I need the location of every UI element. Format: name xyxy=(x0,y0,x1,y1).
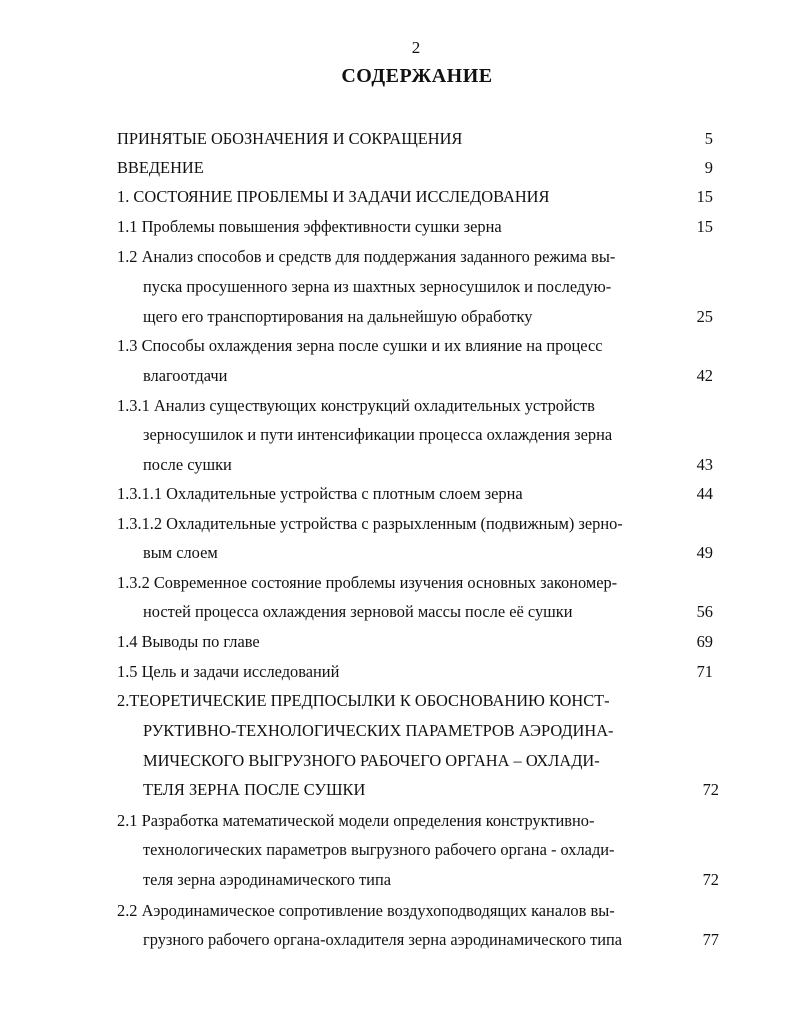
page-title: СОДЕРЖАНИЕ xyxy=(341,65,493,87)
toc-entry-line: вым слоем xyxy=(143,543,218,562)
toc-entry-line: после сушки xyxy=(143,455,232,474)
toc-page-number: 49 xyxy=(696,543,713,562)
toc-entry-line: 2.2 Аэродинамическое сопротивление воздухоподводящих каналов вы- xyxy=(117,901,615,920)
toc-page-number: 44 xyxy=(696,484,713,503)
toc-entry-line: грузного рабочего органа-охладителя зерна аэродинамического типа xyxy=(143,930,623,949)
page-number: 2 xyxy=(411,38,421,57)
toc-entry-line: 1.4 Выводы по главе xyxy=(117,632,260,651)
toc-entry-line: 1.3.1.2 Охладительные устройства с разрыхленным (подвижным) зерно- xyxy=(117,514,623,533)
toc-entry-line: МИЧЕСКОГО ВЫГРУЗНОГО РАБОЧЕГО ОРГАНА – ОХЛАДИ- xyxy=(143,751,600,770)
toc-entry-line: теля зерна аэродинамического типа xyxy=(143,870,391,889)
toc-entry-line: 1.3.2 Современное состояние проблемы изучения основных закономер- xyxy=(117,573,618,592)
toc-entry-line: ПРИНЯТЫЕ ОБОЗНАЧЕНИЯ И СОКРАЩЕНИЯ xyxy=(117,129,463,148)
toc-entry-line: технологических параметров выгрузного рабочего органа - охлади- xyxy=(143,840,615,859)
toc-page-number: 42 xyxy=(696,366,713,385)
toc-page-number: 9 xyxy=(704,158,713,177)
toc-entry-line: 1. СОСТОЯНИЕ ПРОБЛЕМЫ И ЗАДАЧИ ИССЛЕДОВАНИЯ xyxy=(117,187,550,206)
toc-page-number: 5 xyxy=(704,129,713,148)
toc-entry-line: РУКТИВНО-ТЕХНОЛОГИЧЕСКИХ ПАРАМЕТРОВ АЭРОДИНА- xyxy=(143,721,614,740)
toc-entry-line: 1.2 Анализ способов и средств для поддержания заданного режима вы- xyxy=(117,247,616,266)
toc-entry-line: 1.5 Цель и задачи исследований xyxy=(117,662,340,681)
toc-entry-line: щего его транспортирования на дальнейшую обработку xyxy=(143,307,533,326)
toc-page-number: 15 xyxy=(696,187,713,206)
toc-entry-line: пуска просушенного зерна из шахтных зерносушилок и последую- xyxy=(143,277,612,296)
toc-page-number: 25 xyxy=(696,307,713,326)
toc-page-number: 72 xyxy=(702,870,719,889)
toc-entry-line: 1.1 Проблемы повышения эффективности сушки зерна xyxy=(117,217,502,236)
toc-entry-line: 2.ТЕОРЕТИЧЕСКИЕ ПРЕДПОСЫЛКИ К ОБОСНОВАНИЮ КОНСТ- xyxy=(117,691,610,710)
toc-entry-line: влагоотдачи xyxy=(143,366,228,385)
toc-page-number: 72 xyxy=(702,780,719,799)
toc-entry-line: ностей процесса охлаждения зерновой массы после её сушки xyxy=(143,602,573,621)
toc-page-number: 56 xyxy=(696,602,713,621)
toc-entry-line: ТЕЛЯ ЗЕРНА ПОСЛЕ СУШКИ xyxy=(143,780,366,799)
toc-page-number: 43 xyxy=(696,455,713,474)
toc-entry-line: 2.1 Разработка математической модели определения конструктивно- xyxy=(117,811,595,830)
toc-entry-line: зерносушилок и пути интенсификации процесса охлаждения зерна xyxy=(143,425,613,444)
toc-page-number: 69 xyxy=(696,632,713,651)
toc-entry-line: 1.3.1 Анализ существующих конструкций охладительных устройств xyxy=(117,396,595,415)
toc-entry-line: ВВЕДЕНИЕ xyxy=(117,158,204,177)
toc-page-number: 15 xyxy=(696,217,713,236)
toc-page-number: 71 xyxy=(696,662,713,681)
toc-page-number: 77 xyxy=(702,930,719,949)
toc-entry-line: 1.3.1.1 Охладительные устройства с плотным слоем зерна xyxy=(117,484,523,503)
toc-entry-line: 1.3 Способы охлаждения зерна после сушки и их влияние на процесс xyxy=(117,336,603,355)
